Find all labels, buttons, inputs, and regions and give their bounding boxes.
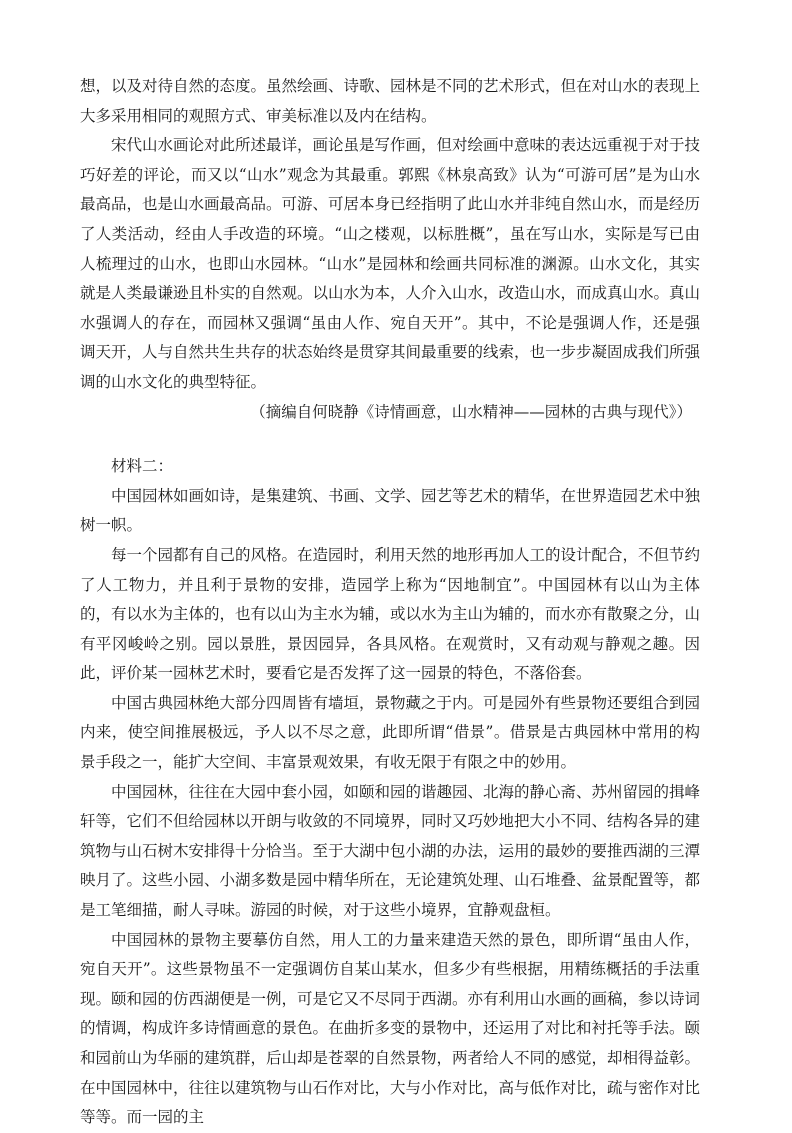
- paragraph-borrowed-scenery: 中国古典园林绝大部分四周皆有墙垣，景物藏之于内。可是园外有些景物还要组合到园内来，使空间推展极远，予人以不尽之意，此即所谓“借景”。借景是古典园林中常用的构景手段之一，能扩大空间、丰富景观效果，有收无限于有限之中的妙用。: [80, 693, 701, 772]
- document-page: [80, 72, 700, 1133]
- paragraph-continuation: 想，以及对待自然的态度。虽然绘画、诗歌、园林是不同的艺术形式，但在对山水的表现上大多采用相同的观照方式、审美标准以及内在结构。: [80, 77, 701, 125]
- paragraph-garden-within-garden: 中国园林，往往在大园中套小园，如颐和园的谐趣园、北海的静心斋、苏州留园的揖峰轩等，它们不但给园林以开朗与收敛的不同境界，同时又巧妙地把大小不同、结构各异的建筑物与山石树木安排得十分恰当。至于大湖中包小湖的办法，运用的最妙的要推西湖的三潭映月了。这些小园、小湖多数是园中精华所在，无论建筑处理、山石堆叠、盆景配置等，都是工笔细描，耐人寻味。游园的时候，对于这些小境界，宜静观盘桓。: [80, 782, 701, 920]
- paragraph-garden-intro: 中国园林如画如诗，是集建筑、书画、文学、园艺等艺术的精华，在世界造园艺术中独树一帜。: [80, 486, 701, 535]
- section-gap: [80, 427, 700, 452]
- paragraph-garden-style: 每一个园都有自己的风格。在造园时，利用天然的地形再加人工的设计配合，不但节约了人工物力，并且利于景物的安排，造园学上称为“因地制宜”。中国园林有以山为主体的，有以水为主体的，也有以山为主水为辅，或以水为主山为辅的，而水亦有散聚之分，山有平冈峻岭之别。园以景胜，景因园异，各具风格。在观赏时，又有动观与静观之趣。因此，评价某一园林艺术时，要看它是否发挥了这一园景的特色，不落俗套。: [80, 545, 701, 683]
- paragraph-song-landscape-theory: 宋代山水画论对此所述最详，画论虽是写作画，但对绘画中意味的表达远重视于对于技巧好差的评论，而又以“山水”观念为其最重。郭熙《林泉高致》认为“可游可居”是为山水最高品，也是山水画最高品。可游、可居本身已经指明了此山水并非纯自然山水，而是经历了人类活动，经由人手改造的环境。“山之楼观，以标胜概”，虽在写山水，实际是写已由人梳理过的山水，也即山水园林。“山水”是园林和绘画共同标准的渊源。山水文化，其实就是人类最谦逊且朴实的自然观。以山水为本，人介入山水，改造山水，而成真山水。真山水强调人的存在，而园林又强调“虽由人作、宛自天开”。其中，不论是强调人作，还是强调天开，人与自然共生共存的状态始终是贯穿其间最重要的线索，也一步步凝固成我们所强调的山水文化的典型特征。: [80, 136, 701, 391]
- paragraph-imitating-nature: 中国园林的景物主要摹仿自然，用人工的力量来建造天然的景色，即所谓“虽由人作，宛自天开”。这些景物虽不一定强调仿自某山某水，但多少有些根据，用精练概括的手法重现。颐和园的仿西湖便是一例，可是它又不尽同于西湖。亦有利用山水画的画稿，参以诗词的情调，构成许多诗情画意的景色。在曲折多变的景物中，还运用了对比和衬托等手法。颐和园前山为华丽的建筑群，后山却是苍翠的自然景物，两者给人不同的感觉，却相得益彰。在中国园林中，往往以建筑物与山石作对比，大与小作对比，高与低作对比，疏与密作对比等等。而一园的主: [80, 930, 701, 1127]
- material-two-heading: 材料二：: [111, 457, 174, 476]
- source-citation: （摘编自何晓静《诗情画意，山水精神——园林的古典与现代》）: [250, 402, 692, 421]
